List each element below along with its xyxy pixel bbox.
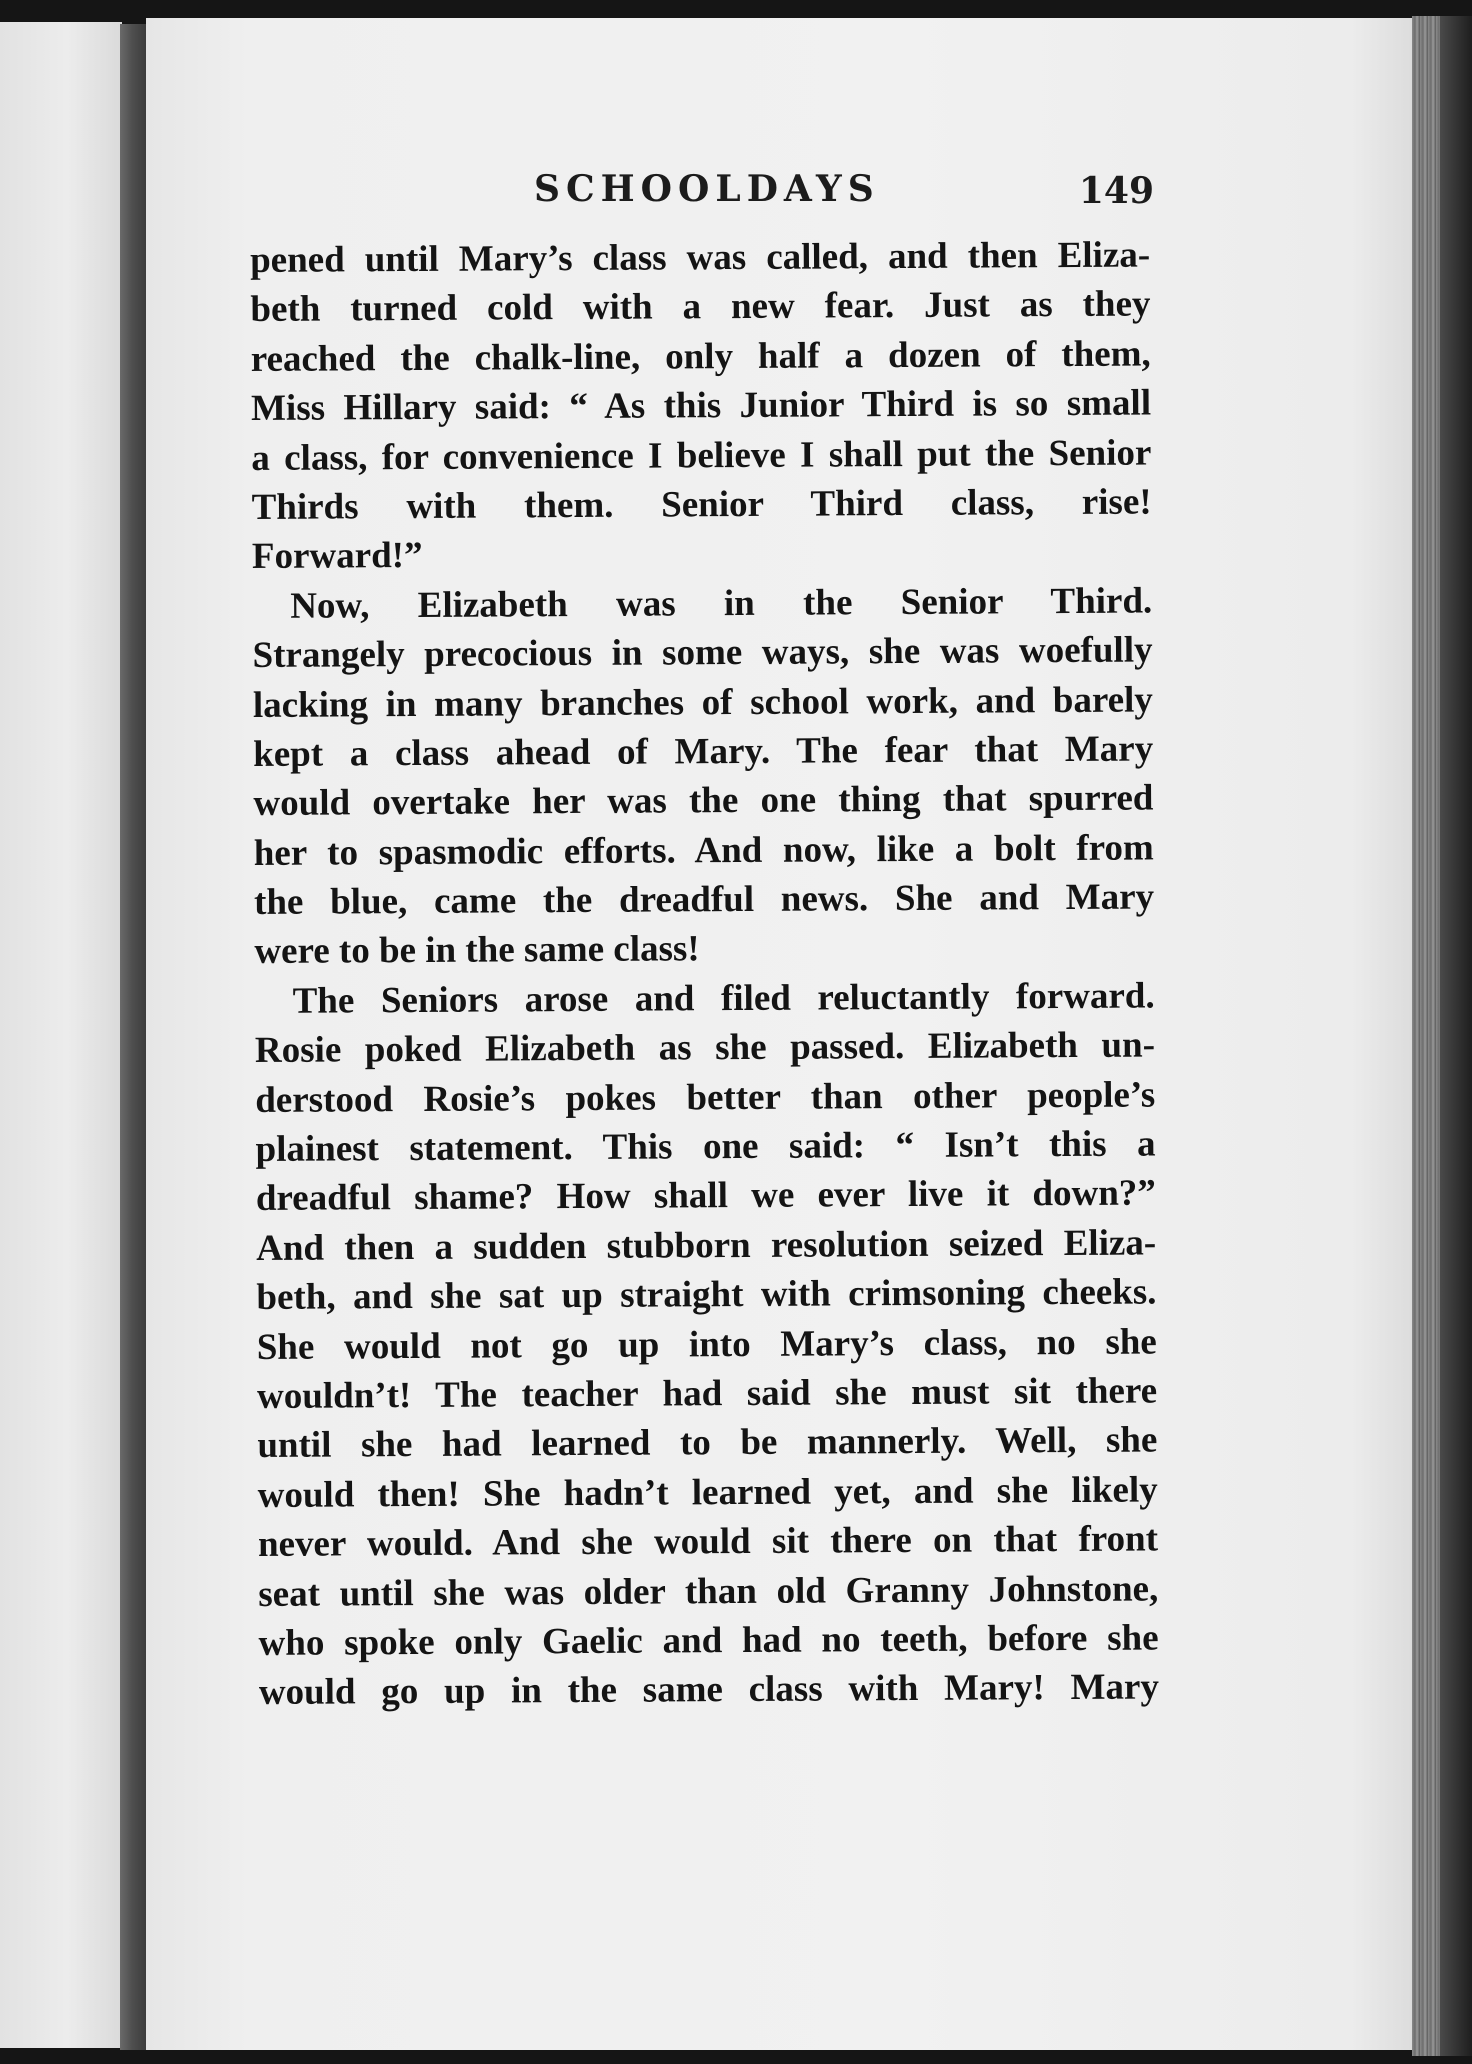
- text-line: dreadful shame? How shall we ever live it down?”: [255, 1172, 1156, 1220]
- text-line: derstood Rosie’s pokes better than other people’s: [255, 1074, 1156, 1121]
- text-line: never would. And she would sit there on that front: [257, 1518, 1159, 1566]
- text-line: the blue, came the dreadful news. She and Mary: [253, 876, 1155, 924]
- text-line: kept a class ahead of Mary. The fear that Mary: [253, 728, 1154, 775]
- text-line: would go up in the same class with Mary! Mary: [258, 1666, 1160, 1714]
- text-line: Now, Elizabeth was in the Senior Third.: [290, 580, 1153, 627]
- text-line: And then a sudden stubborn resolution seized Eliza-: [256, 1222, 1157, 1269]
- text-line: She would not go up into Mary’s class, no she: [256, 1321, 1157, 1368]
- text-line: beth turned cold with a new fear. Just as they: [250, 283, 1151, 331]
- text-line: Forward!”: [251, 535, 423, 578]
- text-line: plainest statement. This one said: “ Isn’t this a: [255, 1123, 1156, 1171]
- running-title: SCHOOLDAYS: [534, 168, 880, 210]
- text-line: seat until she was older than old Granny Johnstone,: [258, 1568, 1159, 1615]
- left-page-edge: [0, 22, 122, 2048]
- book-cover-edge: [1440, 16, 1472, 2056]
- book-gutter: [120, 24, 148, 2050]
- text-line: would then! She hadn’t learned yet, and she likely: [257, 1469, 1158, 1516]
- text-line: lacking in many branches of school work, and barely: [252, 679, 1153, 726]
- body-text: [250, 231, 1159, 1718]
- running-head: [534, 168, 1154, 218]
- text-line: until she had learned to be mannerly. Well, she: [257, 1419, 1158, 1467]
- text-line: reached the chalk-line, only half a dozen of them,: [250, 333, 1151, 380]
- text-line: were to be in the same class!: [254, 928, 700, 973]
- text-line: who spoke only Gaelic and had no teeth, before she: [258, 1617, 1159, 1664]
- text-line: Strangely precocious in some ways, she was woefully: [252, 629, 1153, 677]
- text-line: beth, and she sat up straight with crimsoning cheeks.: [256, 1271, 1157, 1319]
- text-line: Thirds with them. Senior Third class, rise!: [251, 481, 1152, 528]
- text-line: would overtake her was the one thing that spurred: [253, 777, 1154, 825]
- text-line: pened until Mary’s class was called, and then Eliza-: [250, 234, 1151, 281]
- text-line: a class, for convenience I believe I shall put the Senior: [251, 432, 1152, 479]
- text-line: The Seniors arose and filed reluctantly forward.: [292, 975, 1155, 1022]
- page-number: 149: [1078, 170, 1154, 212]
- text-line: Rosie poked Elizabeth as she passed. Elizabeth un-: [254, 1024, 1156, 1072]
- text-line: her to spasmodic efforts. And now, like a bolt from: [253, 827, 1154, 874]
- text-line: wouldn’t! The teacher had said she must sit there: [256, 1370, 1158, 1417]
- text-line: Miss Hillary said: “ As this Junior Third is so small: [250, 382, 1152, 430]
